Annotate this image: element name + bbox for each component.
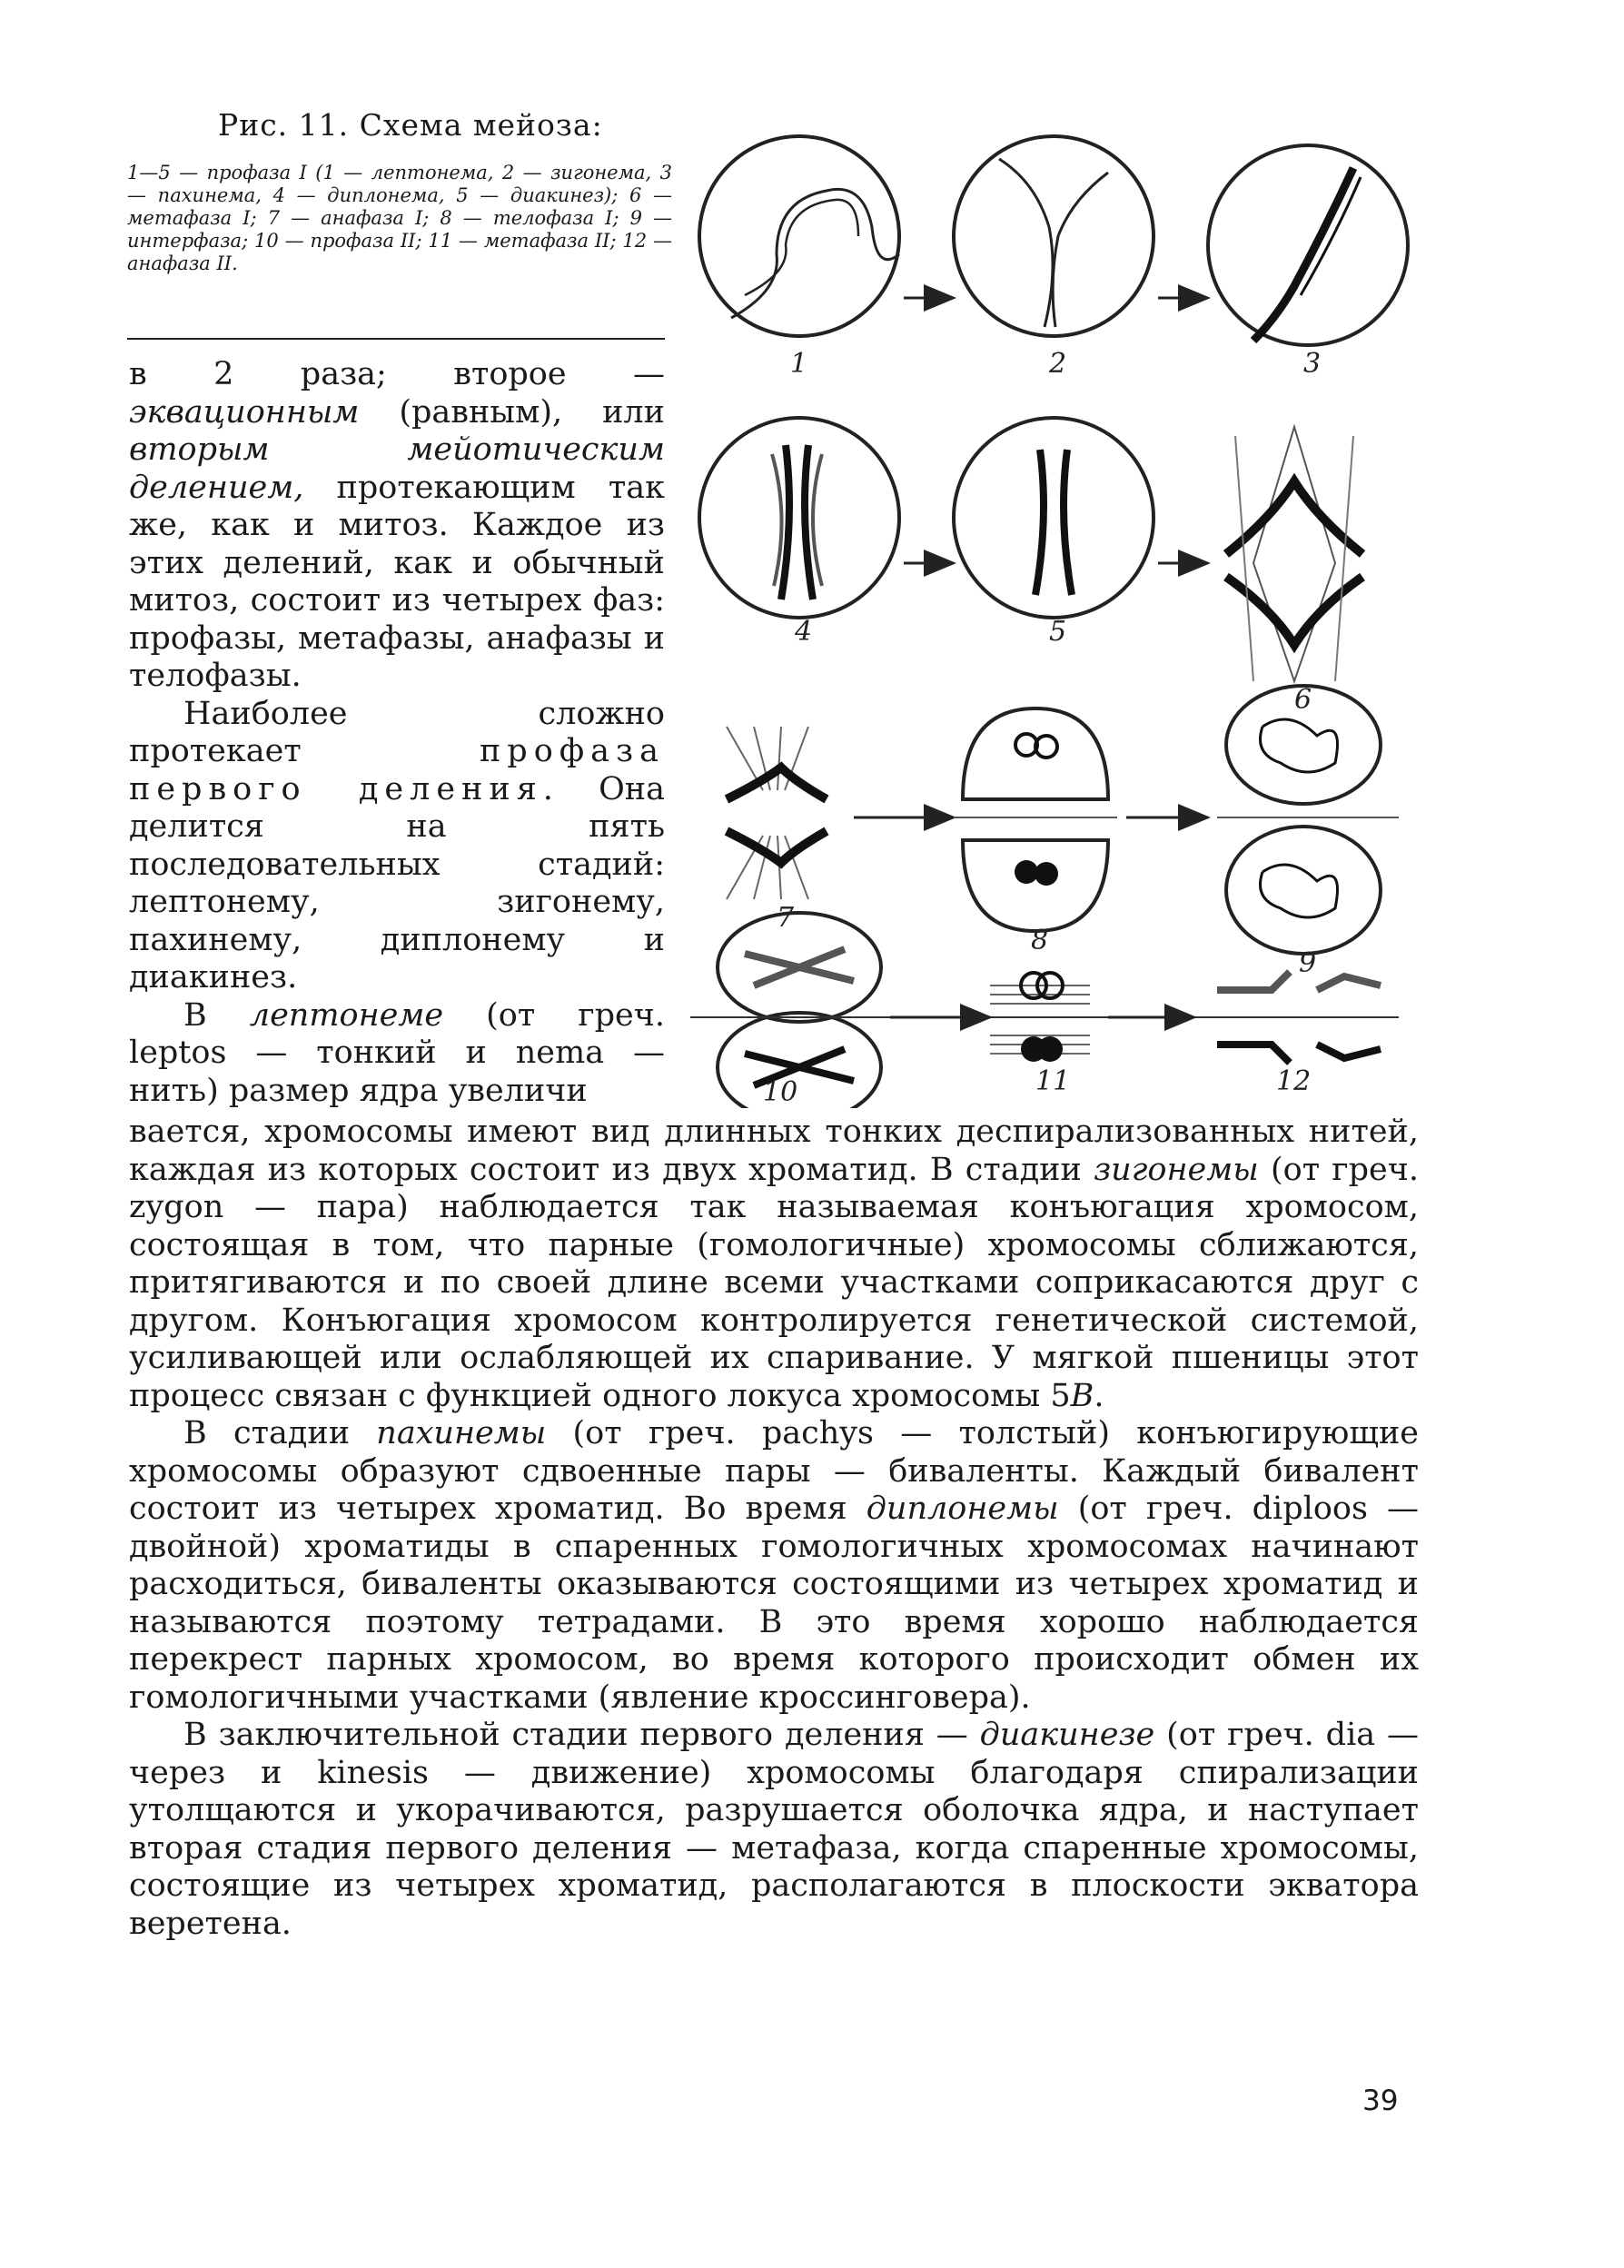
stage-1-leptonema bbox=[699, 136, 899, 336]
label-stage-8: 8 bbox=[1031, 925, 1049, 956]
paragraph-2: Наиболее сложно протекает профаза первого деления. Она делится на пять последовательных стадий: лептонему, зигонему, пахинему, диплонему и диакинез. bbox=[129, 695, 665, 995]
meiosis-diagram bbox=[690, 91, 1444, 1108]
stage-6-metaphase-i bbox=[1226, 427, 1362, 681]
label-stage-10: 10 bbox=[763, 1076, 798, 1108]
stage-5-diakinesis bbox=[954, 418, 1154, 618]
stage-4-diplonema bbox=[699, 418, 899, 618]
label-stage-5: 5 bbox=[1049, 616, 1067, 648]
narrow-column-text bbox=[129, 356, 665, 1110]
paragraph-3-continued: вается, хромосомы имеют вид длинных тонких деспирализованных нитей, каждая из которых состоит из двух хроматид. В стадии зигонемы (от греч. zygon — пара) наблюдается так называемая конъюгация хромосом, состоящая в том, что парные (гомологичные) хромосомы сближаются, притягиваются и по своей длине всеми участками соприкасаются друг с другом. Конъюгация хромосом контролируется генетической системой, усиливающей или ослабляющей их спаривание. У мягкой пшеницы этот процесс связан с функцией одного локуса хромосомы 5B. bbox=[129, 1114, 1420, 1414]
figure-caption-title: Рис. 11. Схема мейоза: bbox=[218, 107, 603, 143]
label-stage-7: 7 bbox=[777, 902, 795, 934]
label-stage-1: 1 bbox=[790, 348, 808, 380]
stage-3-pachynema bbox=[1208, 145, 1408, 345]
paragraph-4: В стадии пахинемы (от греч. pachys — толстый) конъюгирующие хромосомы образуют сдвоенные пары — биваленты. Каждый бивалент состоит из четырех хроматид. Во время диплонемы (от греч. diploos — двойной) хроматиды в спаренных гомологичных хромосомах начинают расходиться, биваленты оказываются состоящими из четырех хроматид и называются поэтому тетрадами. В это время хорошо наблюдается перекрест парных хромосом, во время которого происходит обмен их гомологичными участками (явление кроссинговера). bbox=[129, 1415, 1419, 1716]
paragraph-1: в 2 раза; второе — эквационным (равным), или вторым мейотическим делением, протекающим так же, как и митоз. Каждое из этих делений, как и обычный митоз, состоит из четырех фаз: профазы, метафазы, анафазы и телофазы. bbox=[129, 356, 665, 694]
full-width-text bbox=[129, 1114, 1419, 1943]
label-stage-3: 3 bbox=[1303, 348, 1322, 380]
stage-2-zygonema bbox=[954, 136, 1154, 336]
stage-8-telophase-i bbox=[954, 708, 1117, 931]
paragraph-3-start: В лептонеме (от греч. leptos — тонкий и nema — нить) размер ядра увеличи bbox=[129, 996, 665, 1109]
label-stage-4: 4 bbox=[795, 616, 813, 648]
label-stage-2: 2 bbox=[1049, 348, 1067, 380]
label-stage-9: 9 bbox=[1299, 947, 1317, 979]
caption-divider bbox=[127, 338, 665, 340]
figure-caption-legend: 1—5 — профаза I (1 — лептонема, 2 — зигонема, 3 — пахинема, 4 — диплонема, 5 — диакинез); 6 — метафаза I; 7 — анафаза I; 8 — телофаза I; 9 — интерфаза; 10 — профаза II; 11 — метафаза II; 12 — анафаза II. bbox=[127, 162, 672, 274]
label-stage-12: 12 bbox=[1276, 1065, 1312, 1097]
paragraph-5: В заключительной стадии первого деления — диакинезе (от греч. dia — через и kinesis — движение) хромосомы благодаря спирализации утолщаются и укорачиваются, разрушается оболочка ядра, и наступает вторая стадия первого деления — метафаза, когда спаренные хромосомы, состоящие из четырех хроматид, располагаются в плоскости экватора веретена. bbox=[129, 1717, 1419, 1942]
page-number: 39 bbox=[1362, 2085, 1399, 2117]
stage-7-anaphase-i bbox=[727, 727, 827, 899]
label-stage-11: 11 bbox=[1035, 1065, 1071, 1097]
label-stage-6: 6 bbox=[1294, 684, 1312, 716]
stage-9-interphase bbox=[1217, 686, 1399, 954]
